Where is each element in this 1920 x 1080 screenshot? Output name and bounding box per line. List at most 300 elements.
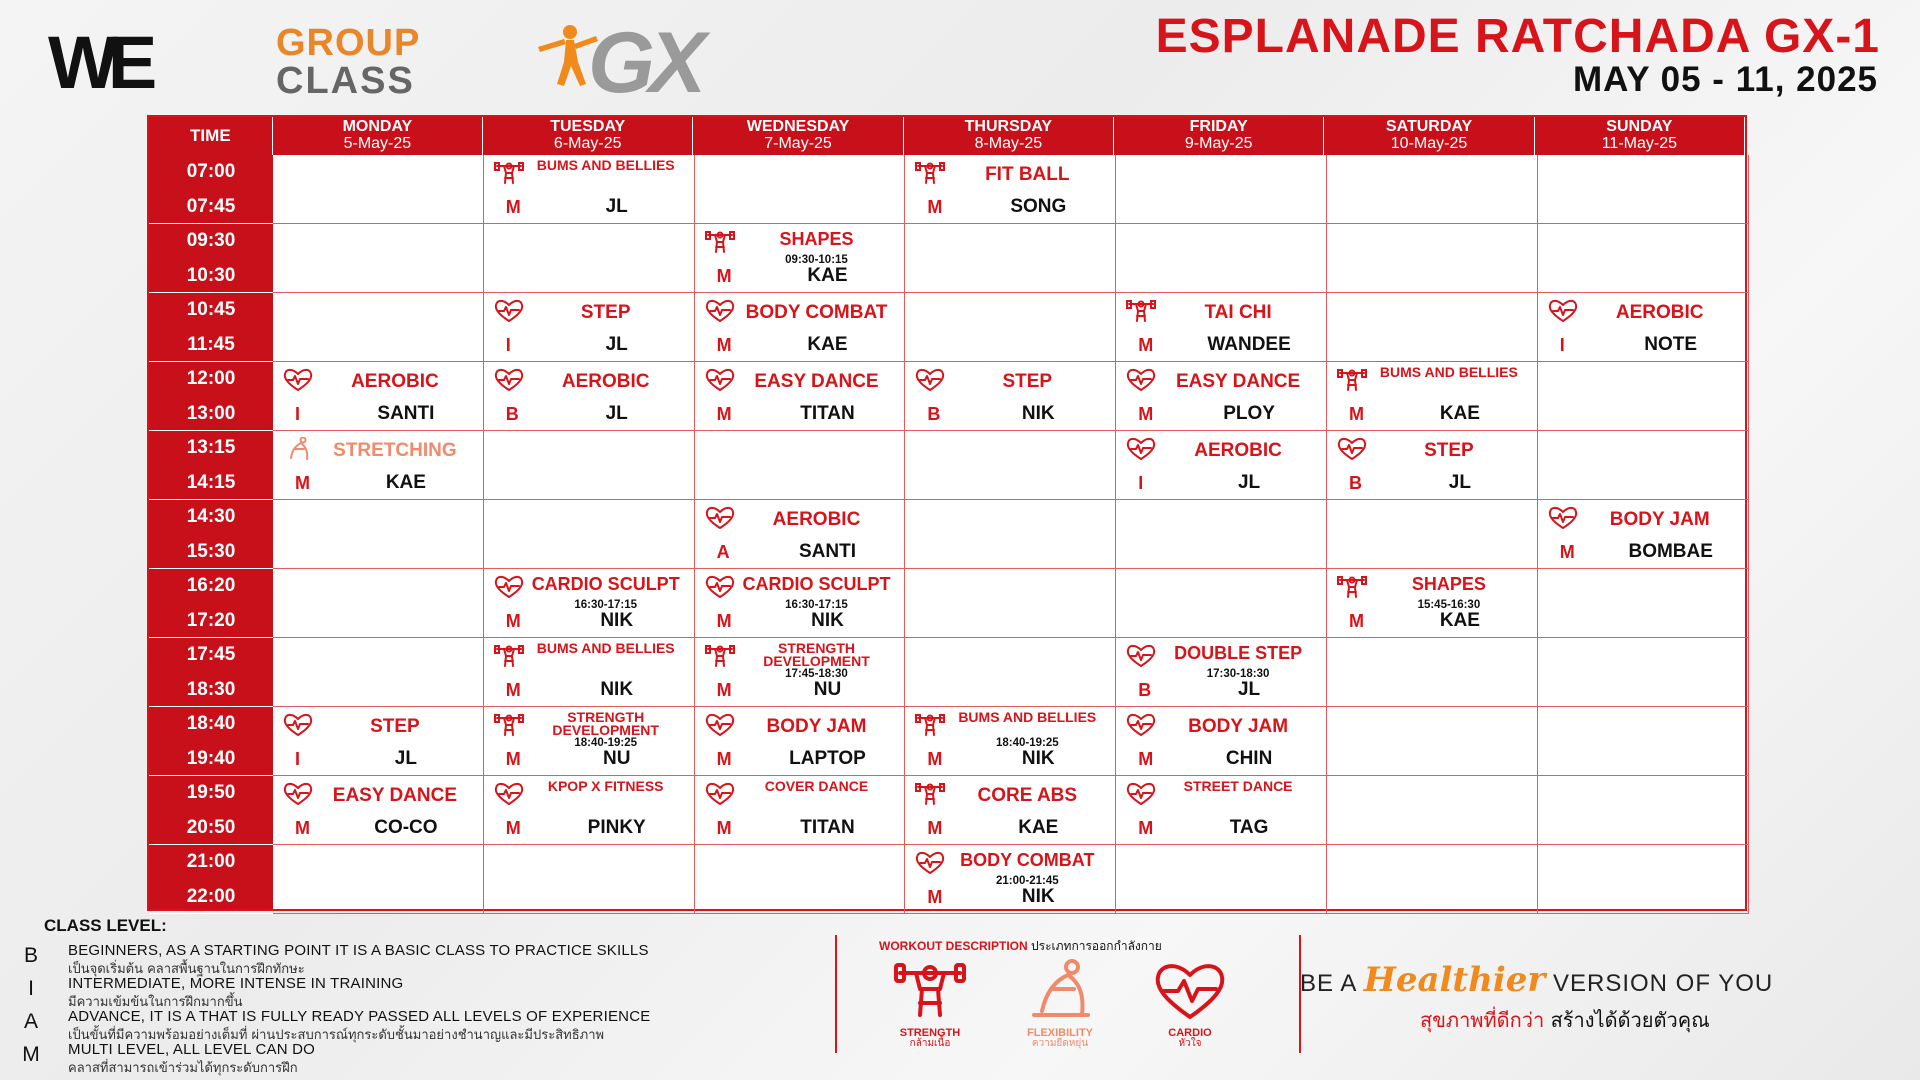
class-name: BODY JAM [1609, 509, 1710, 530]
empty-cell [1327, 845, 1538, 914]
day-date: 11-May-25 [1601, 135, 1677, 152]
class-name: SHAPES [779, 229, 854, 249]
trainer-name: KAE [807, 265, 848, 286]
slot-end-time: 22:00 [186, 885, 236, 907]
class-entry [1116, 293, 1326, 361]
class-time: 16:30-17:15 [574, 599, 638, 611]
class-name: SHAPES [1411, 574, 1486, 594]
time-slot [149, 776, 273, 845]
trainer-name: NIK [1021, 403, 1055, 424]
time-column [149, 155, 273, 909]
trainer-name: KAE [1439, 610, 1480, 631]
trainer-name: PINKY [587, 817, 646, 838]
slot-start-time: 19:50 [186, 782, 236, 804]
trainer-name: TAG [1229, 817, 1269, 838]
class-entry [695, 500, 905, 568]
time-slot [149, 845, 273, 914]
class-entry [695, 224, 905, 292]
day-header-monday [273, 117, 483, 155]
class-entry [484, 638, 694, 706]
class-time: 18:40-19:25 [574, 737, 638, 749]
day-header-thursday [904, 117, 1114, 155]
class-level: M [1138, 335, 1154, 355]
empty-cell [484, 500, 695, 569]
empty-cell [1538, 776, 1749, 845]
class-cell [905, 362, 1116, 431]
empty-cell [1327, 776, 1538, 845]
empty-cell [273, 845, 484, 914]
day-date: 8-May-25 [974, 135, 1043, 152]
workout-strength [875, 959, 985, 1059]
class-schedule-table [147, 115, 1747, 911]
empty-cell [1116, 155, 1327, 224]
empty-cell [905, 293, 1116, 362]
slot-start-time: 21:00 [186, 851, 236, 873]
level-description-th: คลาสที่สามารถเข้าร่วมได้ทุกระดับการฝึก [68, 1061, 298, 1076]
empty-cell [695, 155, 906, 224]
class-level: I [295, 749, 301, 769]
flexibility-label: FLEXIBILITY [1027, 1027, 1093, 1039]
level-description-th: มีความเข้มข้นในการฝึกมากขึ้น [68, 995, 243, 1010]
class-level: M [927, 197, 943, 217]
day-date: 7-May-25 [764, 135, 832, 152]
trainer-name: JL [1237, 472, 1261, 493]
workout-description-title [879, 937, 1162, 956]
class-entry [695, 776, 905, 844]
class-level: M [1349, 404, 1364, 424]
workout-title-en: WORKOUT DESCRIPTION [879, 939, 1028, 953]
class-level: M [927, 818, 943, 838]
class-level: I [1559, 335, 1565, 355]
trainer-name: SONG [1010, 196, 1067, 217]
level-description-th: เป็นขั้นที่มีความพร้อมอย่างเต็มที่ ผ่านประสบการณ์ทุกระดับชั้นมาอย่างชำนาญและมีประสิทธิภาพ [68, 1028, 605, 1043]
empty-cell [273, 155, 484, 224]
class-level: I [1138, 473, 1144, 493]
trainer-name: PLOY [1223, 403, 1275, 424]
class-entry [1327, 431, 1537, 499]
trainer-name: NOTE [1644, 334, 1698, 355]
workout-cardio [1135, 959, 1245, 1059]
class-entry [1538, 293, 1748, 361]
class-name: AEROBIC [1615, 302, 1704, 323]
class-entry [273, 776, 483, 844]
class-entry [1538, 500, 1748, 568]
class-cell [905, 707, 1116, 776]
level-letter: B [23, 944, 38, 967]
logo-class-text: CLASS [276, 60, 415, 102]
class-level: M [716, 335, 732, 355]
trainer-name: KAE [1018, 817, 1059, 838]
day-date: 6-May-25 [553, 135, 622, 152]
trainer-name: JL [394, 748, 417, 769]
slot-start-time: 18:40 [186, 713, 236, 735]
empty-cell [1116, 845, 1327, 914]
class-cell [484, 707, 695, 776]
class-entry [1116, 362, 1326, 430]
class-entry [484, 293, 694, 361]
class-cell [273, 707, 484, 776]
time-column-header: TIME [149, 117, 273, 155]
trainer-name: CO-CO [374, 817, 438, 838]
class-cell [1327, 569, 1538, 638]
class-entry [695, 362, 905, 430]
level-description-en: BEGINNERS, AS A STARTING POINT IT IS A BASIC CLASS TO PRACTICE SKILLS [68, 942, 649, 959]
flexibility-icon [1024, 959, 1096, 1021]
class-level: I [295, 404, 301, 424]
level-description-en: INTERMEDIATE, MORE INTENSE IN TRAINING [68, 975, 404, 992]
class-cell [695, 776, 906, 845]
slogan-th-dark: สร้างได้ด้วยตัวคุณ [1550, 1008, 1710, 1032]
slot-end-time: 19:40 [186, 747, 236, 769]
trainer-name: KAE [807, 334, 848, 355]
class-name: FIT BALL [985, 164, 1070, 185]
class-time: 09:30-10:15 [785, 254, 848, 266]
class-cell [484, 362, 695, 431]
class-name: BODY COMBAT [745, 302, 888, 323]
venue-title: ESPLANADE RATCHADA GX-1 [1155, 10, 1880, 63]
class-cell [273, 431, 484, 500]
day-date: 10-May-25 [1390, 135, 1468, 152]
day-header-tuesday [483, 117, 693, 155]
empty-cell [905, 500, 1116, 569]
class-name: EASY DANCE [754, 371, 879, 392]
class-name: KPOP X FITNESS [547, 778, 664, 794]
class-entry [1116, 707, 1326, 775]
slot-start-time: 13:15 [186, 437, 236, 459]
class-name: BODY JAM [1188, 716, 1289, 737]
day-name: SUNDAY [1606, 118, 1673, 136]
class-cell [905, 155, 1116, 224]
empty-cell [1116, 500, 1327, 569]
trainer-name: NIK [811, 610, 844, 631]
class-name: COVER DANCE [764, 778, 869, 794]
day-name: TUESDAY [550, 118, 626, 136]
empty-cell [1538, 362, 1749, 431]
slot-end-time: 14:15 [186, 471, 236, 493]
class-level: B [1138, 680, 1152, 700]
workout-title-th: ประเภทการออกกำลังกาย [1031, 939, 1162, 953]
class-name: BUMS AND BELLIES [536, 640, 675, 656]
class-level: M [716, 818, 732, 838]
slot-start-time: 09:30 [186, 230, 236, 252]
class-name: AEROBIC [561, 371, 650, 392]
slot-end-time: 17:20 [186, 609, 236, 631]
class-cell [695, 569, 906, 638]
trainer-name: CHIN [1225, 748, 1273, 769]
time-slot [149, 155, 273, 224]
class-name: STREET DANCE [1183, 778, 1293, 794]
trainer-name: NU [602, 748, 631, 769]
slogan-pre: BE A [1300, 970, 1357, 997]
class-entry [695, 707, 905, 775]
empty-cell [1538, 431, 1749, 500]
empty-cell [695, 431, 906, 500]
strength-label-th: กล้ามเนื้อ [909, 1038, 951, 1049]
class-cell [1538, 500, 1749, 569]
time-slot [149, 638, 273, 707]
class-entry [273, 362, 483, 430]
slogan-highlight: Healthier [1363, 960, 1546, 1000]
class-cell [695, 224, 906, 293]
date-range: MAY 05 - 11, 2025 [1573, 60, 1878, 99]
trainer-name: KAE [1439, 403, 1480, 424]
slot-end-time: 11:45 [187, 333, 235, 355]
class-entry [273, 707, 483, 775]
schedule-grid [273, 155, 1745, 909]
class-entry [905, 707, 1115, 775]
trainer-name: SANTI [377, 403, 435, 424]
slogan-post: VERSION OF YOU [1552, 970, 1774, 997]
class-level: M [927, 749, 943, 769]
day-name: THURSDAY [964, 118, 1053, 136]
empty-cell [273, 500, 484, 569]
slogan-line-en [1300, 960, 1773, 1000]
class-name: STEP [370, 716, 420, 737]
empty-cell [273, 569, 484, 638]
class-time: 18:40-19:25 [995, 737, 1059, 749]
class-name: CARDIO SCULPT [531, 574, 680, 594]
class-entry [1116, 431, 1326, 499]
workout-description [835, 935, 1275, 1075]
trainer-name: KAE [385, 472, 426, 493]
time-slot [149, 362, 273, 431]
class-cell [1116, 707, 1327, 776]
class-level: I [505, 335, 511, 355]
legend-item-advance [20, 1008, 820, 1042]
class-entry [1116, 638, 1326, 706]
class-cell [273, 776, 484, 845]
trainer-name: NIK [1021, 886, 1055, 907]
day-name: MONDAY [342, 118, 413, 136]
day-name: WEDNESDAY [746, 118, 850, 136]
strength-label: STRENGTH [899, 1027, 961, 1039]
class-time: 16:30-17:15 [785, 599, 848, 611]
slot-end-time: 20:50 [186, 816, 236, 838]
trainer-name: LAPTOP [789, 748, 866, 769]
class-level: M [1349, 611, 1364, 631]
class-name: STEP [580, 302, 631, 323]
class-entry [905, 155, 1115, 223]
level-letter: I [28, 977, 34, 1000]
class-level: B [505, 404, 519, 424]
class-entry [905, 845, 1115, 913]
class-level: B [1349, 473, 1362, 493]
class-level: B [927, 404, 941, 424]
level-description-en: ADVANCE, IT IS A THAT IS FULLY READY PASSED ALL LEVELS OF EXPERIENCE [68, 1008, 651, 1025]
class-entry [695, 293, 905, 361]
empty-cell [1538, 845, 1749, 914]
class-cell [1116, 293, 1327, 362]
time-slot [149, 707, 273, 776]
strength-icon [894, 959, 966, 1021]
flexibility-label-th: ความยืดหยุ่น [1031, 1038, 1089, 1049]
class-entry [1116, 776, 1326, 844]
class-level: M [716, 266, 732, 286]
class-entry [273, 431, 483, 499]
trainer-name: JL [1237, 679, 1261, 700]
workout-flexibility [1005, 959, 1115, 1059]
level-description-th: เป็นจุดเริ่มต้น คลาสพื้นฐานในการฝึกทักษะ [68, 962, 305, 977]
class-cell [905, 776, 1116, 845]
slogan [1300, 960, 1900, 1070]
class-level: M [1138, 749, 1154, 769]
trainer-name: TITAN [800, 403, 855, 424]
time-slot [149, 431, 273, 500]
trainer-name: TITAN [800, 817, 855, 838]
class-name: CORE ABS [977, 785, 1078, 806]
logo-we: WE [48, 21, 148, 104]
class-level: M [927, 887, 943, 907]
class-name: CARDIO SCULPT [742, 574, 891, 594]
class-name: AEROBIC [1194, 440, 1282, 461]
class-level: M [505, 611, 521, 631]
cardio-label: CARDIO [1168, 1027, 1212, 1039]
slot-start-time: 17:45 [186, 644, 236, 666]
class-level: M [295, 473, 310, 493]
class-entry [905, 776, 1115, 844]
trainer-name: BOMBAE [1628, 541, 1713, 562]
trainer-name: SANTI [798, 541, 856, 562]
class-name: BUMS AND BELLIES [1379, 364, 1518, 380]
schedule-header-row [149, 117, 1745, 155]
empty-cell [1327, 707, 1538, 776]
class-level: M [505, 818, 521, 838]
empty-cell [1327, 500, 1538, 569]
class-name: STRENGTH DEVELOPMENT [763, 640, 870, 670]
time-slot [149, 224, 273, 293]
logo-gx-text: GX [588, 15, 701, 111]
class-entry [695, 569, 905, 637]
time-slot [149, 293, 273, 362]
empty-cell [905, 224, 1116, 293]
empty-cell [273, 638, 484, 707]
empty-cell [905, 569, 1116, 638]
time-slot [149, 569, 273, 638]
trainer-name: JL [1448, 472, 1471, 493]
class-entry [695, 638, 905, 706]
class-name: STEP [1002, 371, 1053, 392]
cardio-label-th: หัวใจ [1178, 1038, 1202, 1049]
legend-item-intermediate [20, 975, 820, 1009]
class-level: M [1138, 818, 1154, 838]
class-cell [1116, 776, 1327, 845]
legend-title: CLASS LEVEL: [44, 916, 167, 935]
class-cell [484, 569, 695, 638]
class-level-legend [20, 916, 820, 1076]
slot-end-time: 13:00 [186, 402, 236, 424]
empty-cell [1327, 155, 1538, 224]
class-cell [484, 155, 695, 224]
trainer-name: JL [605, 196, 628, 217]
class-cell [695, 362, 906, 431]
level-description-en: MULTI LEVEL, ALL LEVEL CAN DO [68, 1041, 316, 1058]
class-name: EASY DANCE [332, 785, 458, 806]
class-cell [484, 776, 695, 845]
empty-cell [1538, 155, 1749, 224]
divider [835, 935, 837, 1053]
class-level: M [505, 749, 521, 769]
class-time: 17:30-18:30 [1206, 668, 1270, 680]
slot-start-time: 14:30 [186, 506, 236, 528]
class-cell [695, 293, 906, 362]
empty-cell [273, 224, 484, 293]
empty-cell [1538, 569, 1749, 638]
class-cell [1116, 362, 1327, 431]
empty-cell [1327, 293, 1538, 362]
empty-cell [1327, 638, 1538, 707]
empty-cell [484, 845, 695, 914]
trainer-name: JL [605, 403, 628, 424]
slot-end-time: 18:30 [186, 678, 236, 700]
class-entry [1327, 362, 1537, 430]
slogan-line-th [1420, 1004, 1710, 1036]
trainer-name: NIK [1021, 748, 1055, 769]
class-level: M [295, 818, 310, 838]
empty-cell [1327, 224, 1538, 293]
class-cell [905, 845, 1116, 914]
day-header-sunday [1535, 117, 1745, 155]
day-header-wednesday [693, 117, 903, 155]
empty-cell [905, 638, 1116, 707]
class-name: STEP [1424, 440, 1474, 461]
class-name: BUMS AND BELLIES [536, 157, 675, 173]
day-header-saturday [1324, 117, 1534, 155]
class-cell [1116, 638, 1327, 707]
class-cell [273, 362, 484, 431]
class-name: BUMS AND BELLIES [958, 709, 1097, 725]
trainer-name: NU [813, 679, 842, 700]
brand-logo [48, 15, 728, 111]
class-level: M [716, 749, 732, 769]
slogan-th-red: สุขภาพที่ดีกว่า [1420, 1008, 1545, 1032]
empty-cell [1538, 224, 1749, 293]
empty-cell [905, 431, 1116, 500]
class-entry [484, 776, 694, 844]
slot-end-time: 15:30 [186, 540, 236, 562]
level-letter: M [22, 1043, 40, 1066]
class-level: M [1138, 404, 1154, 424]
trainer-name: NIK [600, 610, 634, 631]
class-entry [484, 707, 694, 775]
empty-cell [1538, 638, 1749, 707]
class-cell [484, 638, 695, 707]
class-name: STRENGTH DEVELOPMENT [552, 709, 659, 739]
class-entry [905, 362, 1115, 430]
class-time: 17:45-18:30 [785, 668, 848, 680]
empty-cell [1116, 569, 1327, 638]
logo-group-text: GROUP [276, 22, 421, 64]
day-name: FRIDAY [1189, 118, 1248, 136]
day-date: 9-May-25 [1184, 135, 1253, 152]
slot-end-time: 10:30 [186, 264, 236, 286]
class-name: DOUBLE STEP [1174, 643, 1303, 663]
class-level: M [716, 680, 732, 700]
class-entry [1327, 569, 1537, 637]
empty-cell [273, 293, 484, 362]
day-date: 5-May-25 [343, 135, 412, 152]
empty-cell [1538, 707, 1749, 776]
empty-cell [1116, 224, 1327, 293]
class-name: AEROBIC [772, 509, 861, 530]
class-name: BODY JAM [766, 716, 867, 737]
class-level: M [1559, 542, 1575, 562]
slot-start-time: 07:00 [186, 161, 236, 183]
level-letter: A [23, 1010, 38, 1033]
class-level: M [716, 404, 732, 424]
class-entry [484, 155, 694, 223]
class-cell [1327, 431, 1538, 500]
class-entry [484, 569, 694, 637]
